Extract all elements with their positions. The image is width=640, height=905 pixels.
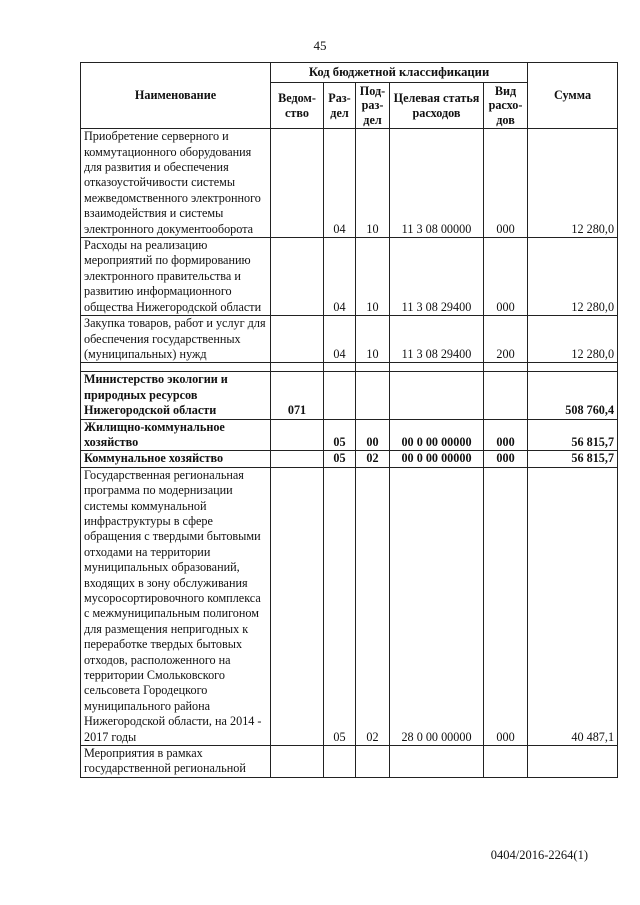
row-celevaya: 00 0 00 00000 [390, 451, 484, 467]
row-summa: 56 815,7 [528, 419, 618, 451]
row-podrazdel: 02 [356, 451, 390, 467]
header-vedomstvo: Ведом-ство [271, 83, 324, 129]
row-razdel: 04 [324, 129, 356, 238]
table-row [81, 129, 618, 238]
row-vid: 000 [484, 129, 528, 238]
spacer-row [81, 363, 618, 372]
row-vedomstvo [271, 451, 324, 467]
row-celevaya: 11 3 08 29400 [390, 238, 484, 316]
row-razdel [324, 372, 356, 419]
row-summa: 12 280,0 [528, 238, 618, 316]
row-celevaya: 28 0 00 00000 [390, 467, 484, 745]
row-name: Коммунальное хозяйство [81, 451, 271, 467]
table-row [81, 316, 618, 363]
header-kbk: Код бюджетной классификации [271, 63, 528, 83]
row-vedomstvo [271, 316, 324, 363]
row-razdel [324, 746, 356, 778]
row-vedomstvo [271, 467, 324, 745]
document-code: 0404/2016-2264(1) [490, 848, 588, 862]
row-podrazdel: 10 [356, 238, 390, 316]
row-vid: 000 [484, 451, 528, 467]
table-row [81, 238, 618, 316]
row-vid: 000 [484, 238, 528, 316]
row-vid [484, 746, 528, 778]
row-summa: 56 815,7 [528, 451, 618, 467]
row-razdel: 04 [324, 238, 356, 316]
table-row [81, 419, 618, 451]
header-vid: Вид расхо-дов [484, 83, 528, 129]
row-podrazdel [356, 746, 390, 778]
header-celevaya: Целевая статья расходов [390, 83, 484, 129]
row-name: Мероприятия в рамках государственной региональной [81, 746, 271, 778]
row-celevaya: 11 3 08 29400 [390, 316, 484, 363]
row-celevaya [390, 372, 484, 419]
row-podrazdel: 00 [356, 419, 390, 451]
row-celevaya [390, 746, 484, 778]
row-name: Закупка товаров, работ и услуг для обеспечения государственных (муниципальных) нужд [81, 316, 271, 363]
row-celevaya: 11 3 08 00000 [390, 129, 484, 238]
row-razdel: 05 [324, 467, 356, 745]
row-podrazdel: 02 [356, 467, 390, 745]
row-name: Государственная региональная программа по модернизации системы коммунальной инфраструктуры в сфере обращения с твердыми бытовыми отходами на территории муниципальных образований, входящих в зону обслуживания мусоросортировочного комплекса с межмуниципальным полигоном для размещения непригодных к переработке твердых бытовых отходов, расположенного на территории Смольковского сельсовета Городецкого муниципального района Нижегородской области, на 2014 - 2017 годы [81, 467, 271, 745]
row-summa: 508 760,4 [528, 372, 618, 419]
row-name: Приобретение серверного и коммутационного оборудования для развития и обеспечения отказоустойчивости системы межведомственного электронного взаимодействия и системы электронного документооборота [81, 129, 271, 238]
header-name: Наименование [81, 63, 271, 129]
row-vedomstvo [271, 238, 324, 316]
row-name: Жилищно-коммунальное хозяйство [81, 419, 271, 451]
row-vid [484, 372, 528, 419]
row-vedomstvo [271, 129, 324, 238]
row-vedomstvo [271, 746, 324, 778]
row-podrazdel: 10 [356, 129, 390, 238]
header-summa: Сумма [528, 63, 618, 129]
row-vid: 000 [484, 467, 528, 745]
header-podrazdel: Под-раз-дел [356, 83, 390, 129]
header-razdel: Раз-дел [324, 83, 356, 129]
row-vid: 000 [484, 419, 528, 451]
row-podrazdel: 10 [356, 316, 390, 363]
table-row [81, 372, 618, 419]
row-vedomstvo [271, 419, 324, 451]
row-razdel: 05 [324, 419, 356, 451]
row-celevaya: 00 0 00 00000 [390, 419, 484, 451]
table-row [81, 467, 618, 745]
row-razdel: 05 [324, 451, 356, 467]
row-name: Министерство экологии и природных ресурсов Нижегородской области [81, 372, 271, 419]
row-summa: 40 487,1 [528, 467, 618, 745]
row-summa [528, 746, 618, 778]
row-vedomstvo: 071 [271, 372, 324, 419]
row-vid: 200 [484, 316, 528, 363]
table-row [81, 451, 618, 467]
table-row [81, 746, 618, 778]
row-name: Расходы на реализацию мероприятий по формированию электронного правительства и развитию информационного общества Нижегородской области [81, 238, 271, 316]
page-number: 45 [313, 38, 327, 53]
row-podrazdel [356, 372, 390, 419]
row-summa: 12 280,0 [528, 129, 618, 238]
row-summa: 12 280,0 [528, 316, 618, 363]
row-razdel: 04 [324, 316, 356, 363]
budget-table [80, 62, 618, 778]
